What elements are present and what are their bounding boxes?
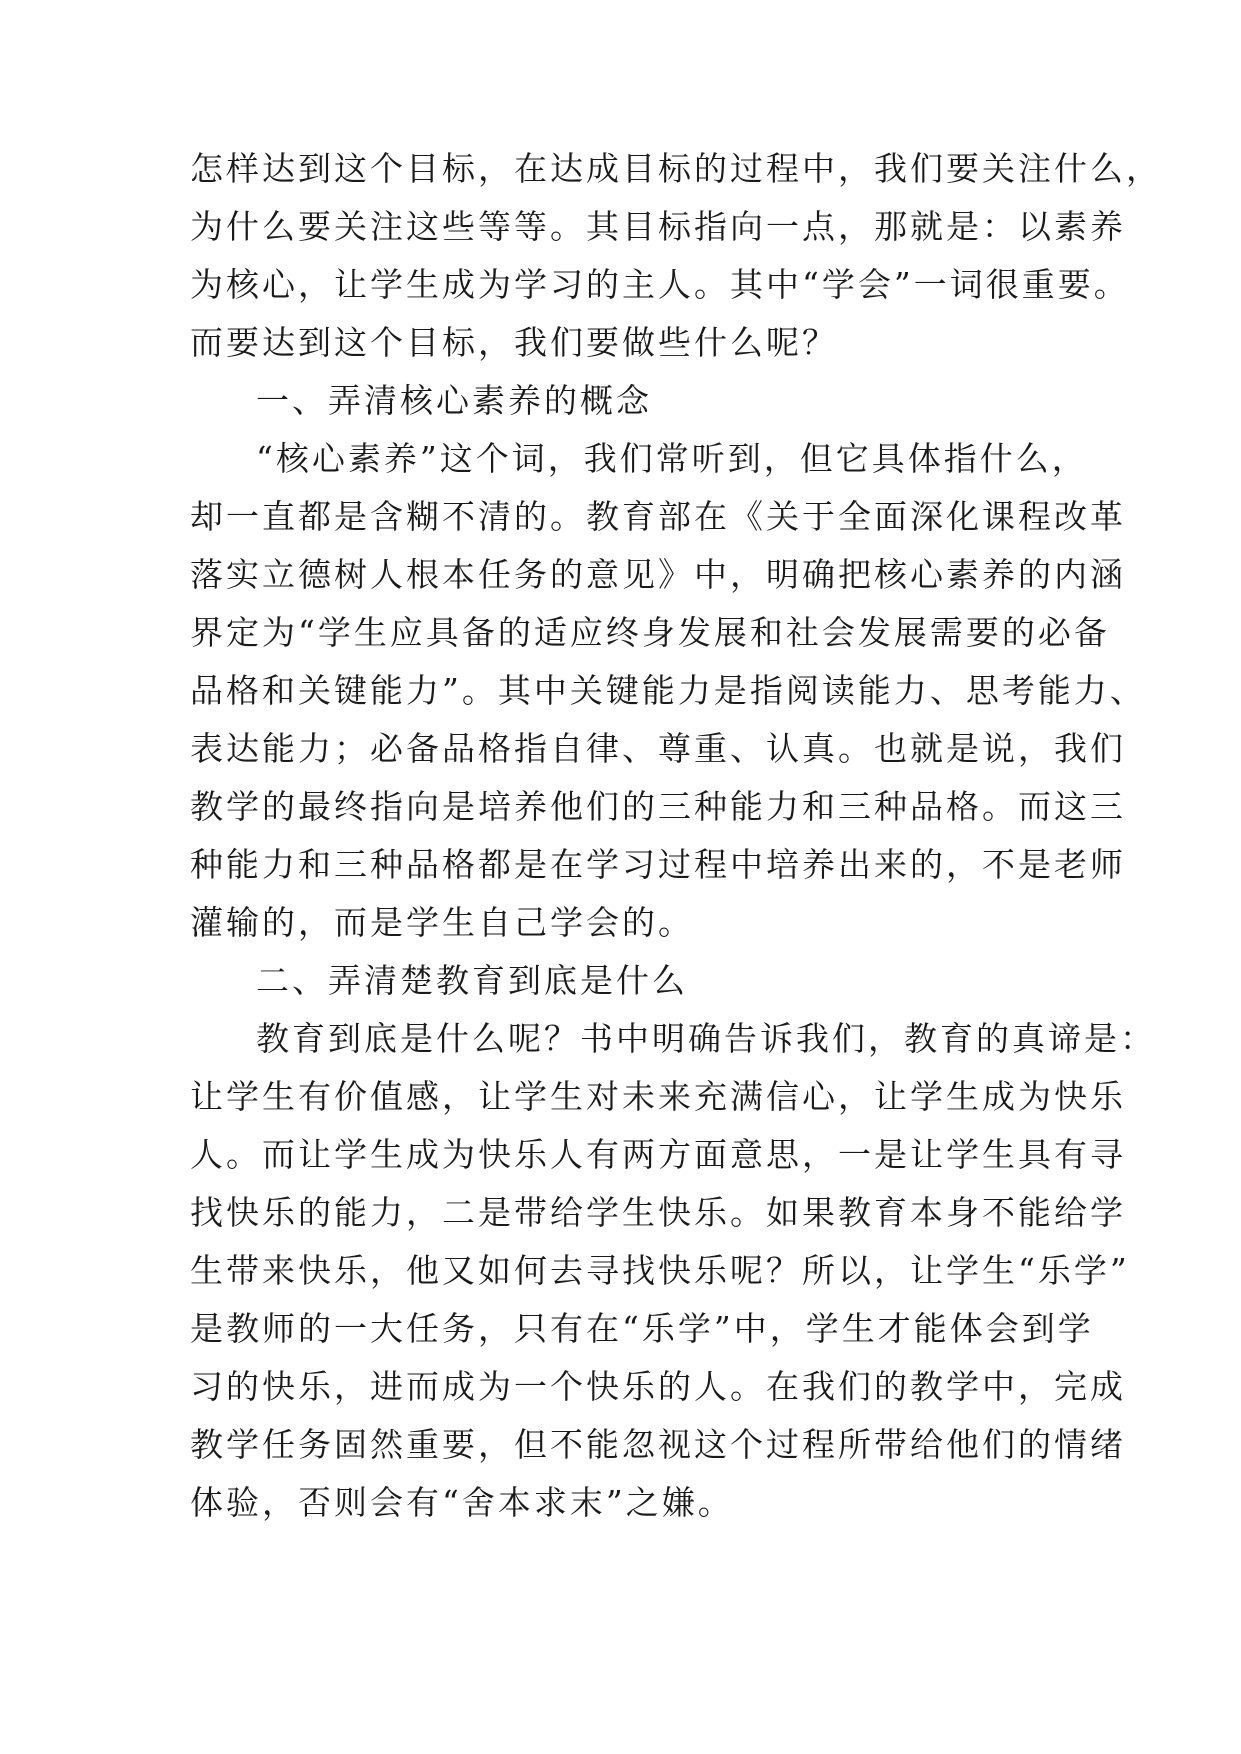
paragraph-line: 为什么要关注这些等等。其目标指向一点，那就是：以素养 xyxy=(190,207,1126,246)
paragraph-line: 教学任务固然重要，但不能忽视这个过程所带给他们的情绪 xyxy=(190,1425,1126,1464)
paragraph-line: 人。而让学生成为快乐人有两方面意思，一是让学生具有寻 xyxy=(190,1135,1126,1174)
paragraph-line: 怎样达到这个目标，在达成目标的过程中，我们要关注什么， xyxy=(190,149,1162,188)
paragraph-line: 而要达到这个目标，我们要做些什么呢？ xyxy=(190,323,838,362)
section-heading-1: 一、弄清核心素养的概念 xyxy=(256,381,652,420)
paragraph-line: 找快乐的能力，二是带给学生快乐。如果教育本身不能给学 xyxy=(190,1193,1126,1232)
paragraph-line: 为核心，让学生成为学习的主人。其中“学会”一词很重要。 xyxy=(190,265,1130,304)
paragraph-line: 落实立德树人根本任务的意见》中，明确把核心素养的内涵 xyxy=(190,555,1126,594)
paragraph-line: 表达能力；必备品格指自律、尊重、认真。也就是说，我们 xyxy=(190,729,1126,768)
paragraph-line: 灌输的，而是学生自己学会的。 xyxy=(190,903,694,942)
paragraph-line: 教学的最终指向是培养他们的三种能力和三种品格。而这三 xyxy=(190,787,1126,826)
paragraph-line: 种能力和三种品格都是在学习过程中培养出来的，不是老师 xyxy=(190,845,1126,884)
paragraph-line: 让学生有价值感，让学生对未来充满信心，让学生成为快乐 xyxy=(190,1077,1126,1116)
paragraph-line: 界定为“学生应具备的适应终身发展和社会发展需要的必备 xyxy=(190,613,1110,652)
paragraph-first-line: “核心素养”这个词，我们常听到，但它具体指什么， xyxy=(256,439,1088,478)
paragraph-line: 品格和关键能力”。其中关键能力是指阅读能力、思考能力、 xyxy=(190,671,1146,710)
paragraph-line: 习的快乐，进而成为一个快乐的人。在我们的教学中，完成 xyxy=(190,1367,1126,1406)
paragraph-first-line: 教育到底是什么呢？书中明确告诉我们，教育的真谛是： xyxy=(256,1019,1156,1058)
paragraph-line: 生带来快乐，他又如何去寻找快乐呢？所以，让学生“乐学” xyxy=(190,1251,1130,1290)
section-heading-2: 二、弄清楚教育到底是什么 xyxy=(256,961,688,1000)
paragraph-line: 是教师的一大任务，只有在“乐学”中，学生才能体会到学 xyxy=(190,1309,1094,1348)
paragraph-line: 却一直都是含糊不清的。教育部在《关于全面深化课程改革 xyxy=(190,497,1126,536)
paragraph-line: 体验，否则会有“舍本求末”之嫌。 xyxy=(190,1483,734,1522)
